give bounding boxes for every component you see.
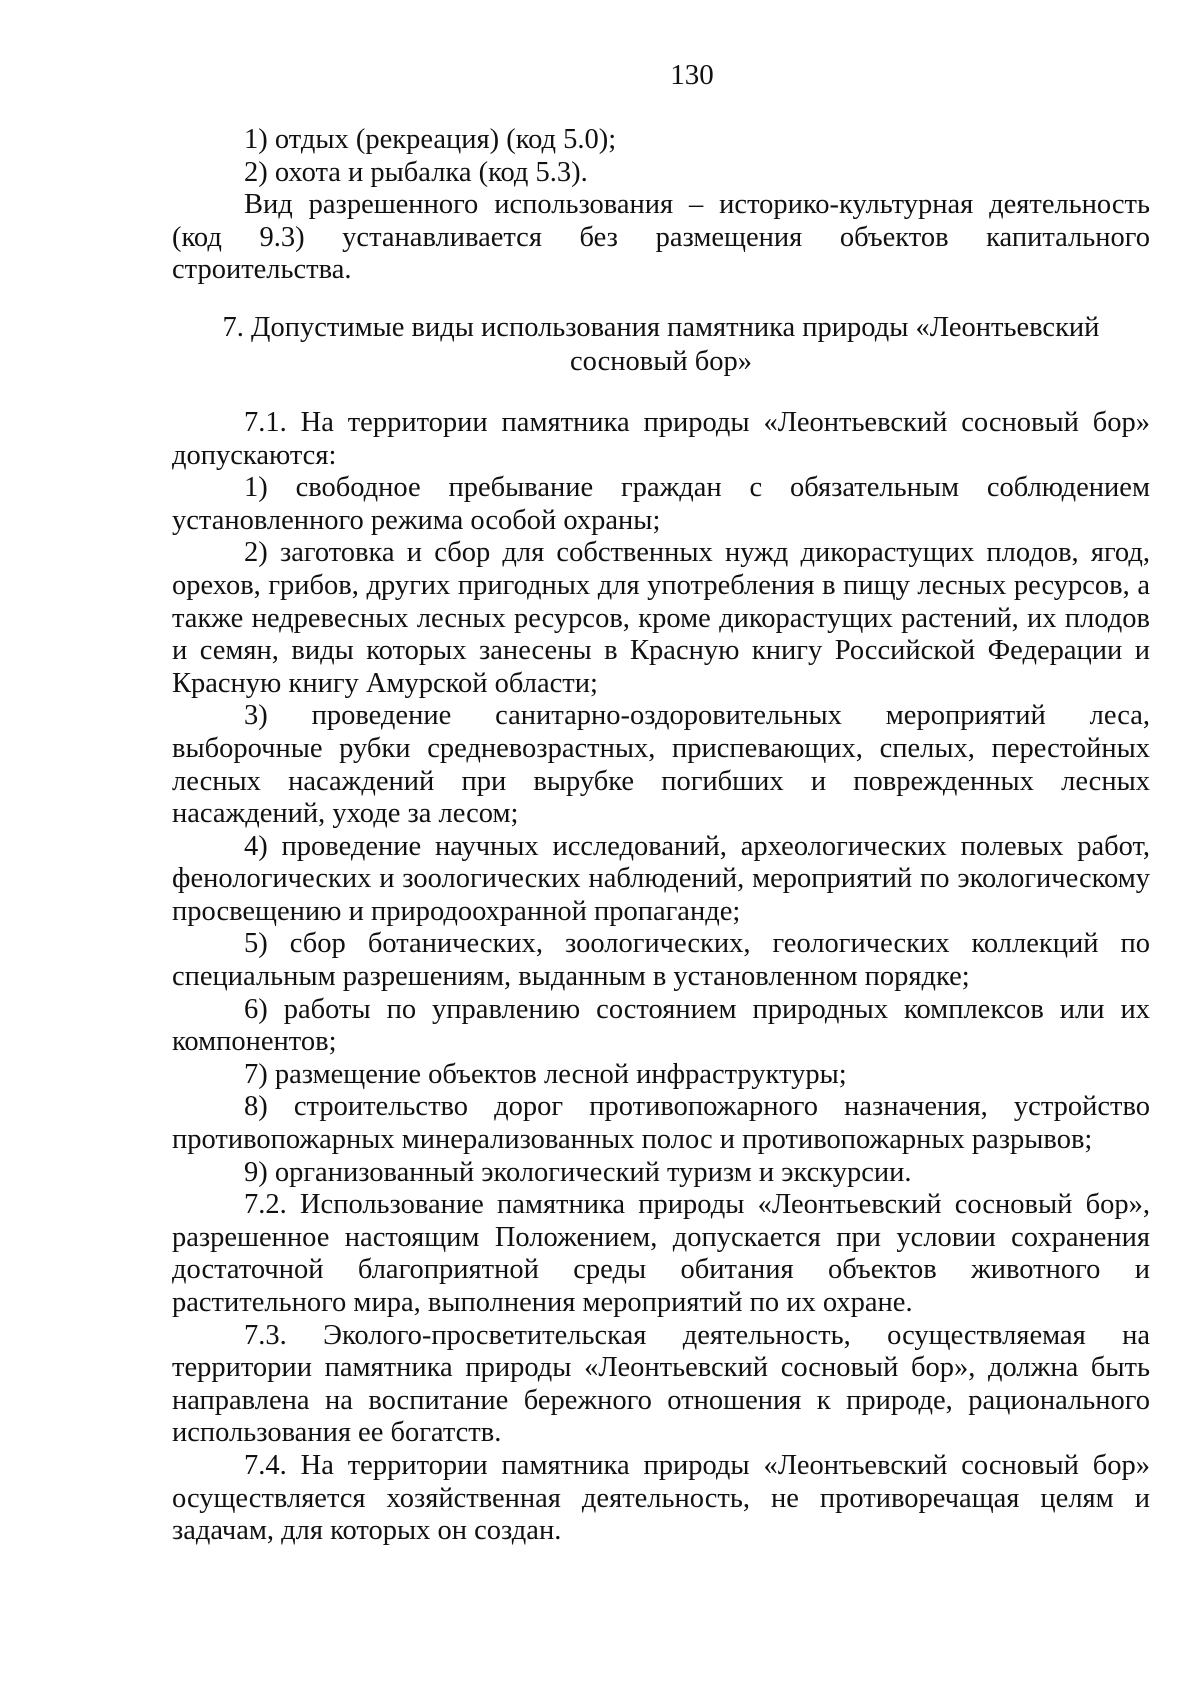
paragraph-7-1-intro: 7.1. На территории памятника природы «Леонтьевский сосновый бор» допускаются: bbox=[172, 406, 1150, 471]
list-item-7-1-5: 5) сбор ботанических, зоологических, геологических коллекций по специальным разрешениям, выданным в установленном порядке; bbox=[172, 928, 1150, 993]
section-7-heading-line-2: сосновый бор» bbox=[570, 345, 752, 377]
list-item-7-1-2: 2) заготовка и сбор для собственных нужд дикорастущих плодов, ягод, орехов, грибов, других пригодных для употребления в пищу лесных ресурсов, а также недревесных лесных ресурсов, кроме дикорастущих растений, их плодов и семян, виды которых занесены в Красную книгу Российской Федерации и Красную книгу Амурской области; bbox=[172, 537, 1150, 699]
paragraph-7-4: 7.4. На территории памятника природы «Леонтьевский сосновый бор» осуществляется хозяйственная деятельность, не противоречащая целям и задачам, для которых он создан. bbox=[172, 1449, 1150, 1547]
page-number: 130 bbox=[670, 59, 714, 91]
list-item-recreation: 1) отдых (рекреация) (код 5.0); bbox=[244, 124, 617, 155]
list-item-7-1-9: 9) организованный экологический туризм и экскурсии. bbox=[244, 1156, 912, 1188]
list-item-hunting-fishing: 2) охота и рыбалка (код 5.3). bbox=[244, 156, 588, 188]
paragraph-7-2: 7.2. Использование памятника природы «Леонтьевский сосновый бор», разрешенное настоящим Положением, допускается при условии сохранения достаточной благоприятной среды обитания объектов животного и растительного мира, выполнения мероприятий по их охране. bbox=[172, 1189, 1150, 1318]
section-7-heading bbox=[172, 311, 1150, 379]
list-item-7-1-6: 6) работы по управлению состоянием природных комплексов или их компонентов; bbox=[172, 993, 1150, 1058]
list-item-7-1-1: 1) свободное пребывание граждан с обязательным соблюдением установленного режима особой охраны; bbox=[172, 472, 1150, 536]
list-item-7-1-7: 7) размещение объектов лесной инфраструктуры; bbox=[244, 1058, 847, 1090]
list-item-7-1-4: 4) проведение научных исследований, археологических полевых работ, фенологических и зоологических наблюдений, мероприятий по экологическому просвещению и природоохранной пропаганде; bbox=[172, 830, 1150, 927]
paragraph-code-9-3: Вид разрешенного использования – историко-культурная деятельность (код 9.3) устанавливается без размещения объектов капитального строительства. bbox=[172, 189, 1150, 286]
list-item-7-1-3: 3) проведение санитарно-оздоровительных мероприятий леса, выборочные рубки средневозрастных, приспевающих, спелых, перестойных лесных насаждений при вырубке погибших и поврежденных лесных насаждений, уходе за лесом; bbox=[172, 700, 1150, 830]
paragraph-7-3: 7.3. Эколого-просветительская деятельность, осуществляемая на территории памятника природы «Леонтьевский сосновый бор», должна быть направлена на воспитание бережного отношения к природе, рационального использования ее богатств. bbox=[172, 1319, 1150, 1449]
section-7-heading-line-1: 7. Допустимые виды использования памятника природы «Леонтьевский bbox=[222, 311, 1100, 343]
document-body bbox=[172, 124, 1150, 1548]
list-item-7-1-8: 8) строительство дорог противопожарного назначения, устройство противопожарных минерализованных полос и противопожарных разрывов; bbox=[172, 1091, 1150, 1156]
